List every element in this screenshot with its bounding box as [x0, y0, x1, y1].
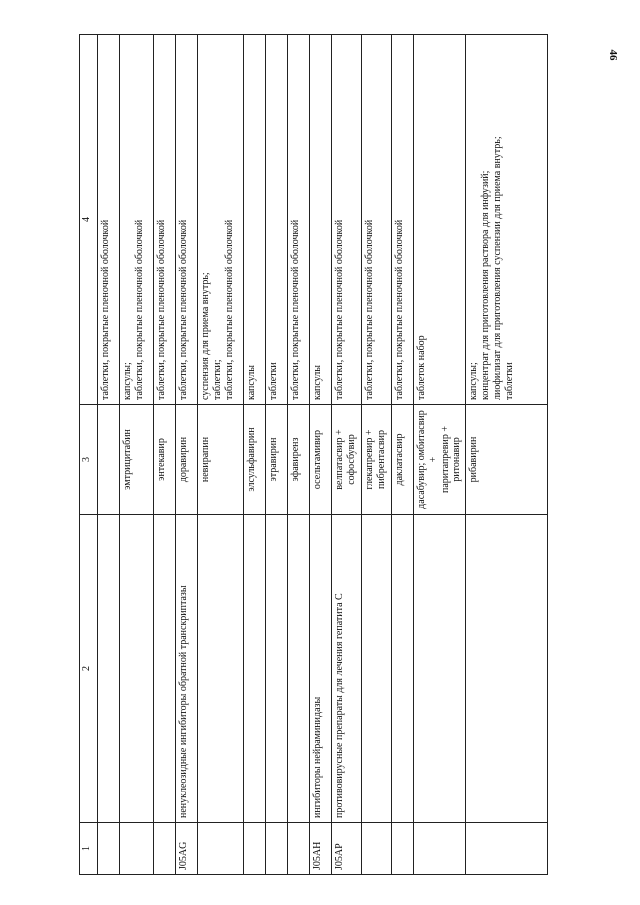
table-row [198, 35, 244, 875]
table-row [310, 35, 332, 875]
atc-code [266, 823, 288, 875]
atc-code [244, 823, 266, 875]
atc-code: J05AG [176, 823, 198, 875]
dosage-forms: таблетки, покрытые пленочной оболочкой [176, 35, 198, 405]
dosage-forms: таблеток набор [414, 35, 466, 405]
drug-name: доравирин [176, 405, 198, 515]
group-name [266, 515, 288, 823]
drug-name: даклатасвир [392, 405, 414, 515]
dosage-forms: таблетки, покрытые пленочной оболочкой [362, 35, 392, 405]
table-row [244, 35, 266, 875]
dosage-forms: капсулы [244, 35, 266, 405]
drug-name: велпатасвир + софосбувир [332, 405, 362, 515]
dosage-forms: таблетки, покрытые пленочной оболочкой [154, 35, 176, 405]
atc-code [362, 823, 392, 875]
table-row [288, 35, 310, 875]
table-row [120, 35, 154, 875]
dosage-forms: таблетки [266, 35, 288, 405]
dosage-forms: капсулы; таблетки, покрытые пленочной оболочкой [120, 35, 154, 405]
drug-name: невирапин [198, 405, 244, 515]
table-row [266, 35, 288, 875]
drug-name: эмтрицитабин [120, 405, 154, 515]
group-name [466, 515, 548, 823]
atc-code [414, 823, 466, 875]
drug-table [79, 34, 548, 875]
group-name [98, 515, 120, 823]
atc-code: J05AP [332, 823, 362, 875]
group-name [362, 515, 392, 823]
atc-code [198, 823, 244, 875]
group-name [288, 515, 310, 823]
dosage-forms: таблетки, покрытые пленочной оболочкой [98, 35, 120, 405]
atc-code [392, 823, 414, 875]
group-name [198, 515, 244, 823]
atc-code [288, 823, 310, 875]
table-row [392, 35, 414, 875]
column-header-4: 4 [80, 35, 98, 405]
group-name [120, 515, 154, 823]
drug-name: дасабувир; омбитасвир + паритапревир + ритонавир [414, 405, 466, 515]
column-header-1: 1 [80, 823, 98, 875]
group-name [392, 515, 414, 823]
atc-code [466, 823, 548, 875]
group-name: ингибиторы нейраминидазы [310, 515, 332, 823]
dosage-forms: таблетки, покрытые пленочной оболочкой [332, 35, 362, 405]
atc-code [98, 823, 120, 875]
page-number: 46 [607, 49, 619, 61]
table-row [154, 35, 176, 875]
atc-code [154, 823, 176, 875]
dosage-forms: капсулы [310, 35, 332, 405]
table-row [176, 35, 198, 875]
dosage-forms: таблетки, покрытые пленочной оболочкой [392, 35, 414, 405]
drug-name [98, 405, 120, 515]
column-header-2: 2 [80, 515, 98, 823]
dosage-forms: капсулы; концентрат для приготовления раствора для инфузий; лиофилизат для приготовления суспензии для приема внутрь; таблетки [466, 35, 548, 405]
drug-name: глекапревир + пибрентасвир [362, 405, 392, 515]
table-row [98, 35, 120, 875]
group-name: противовирусные препараты для лечения гепатита С [332, 515, 362, 823]
drug-name: рибавирин [466, 405, 548, 515]
drug-name: осельтамивир [310, 405, 332, 515]
drug-name: элсульфавирин [244, 405, 266, 515]
group-name [414, 515, 466, 823]
table-row [414, 35, 466, 875]
table-row [332, 35, 362, 875]
table-row [362, 35, 392, 875]
dosage-forms: таблетки, покрытые пленочной оболочкой [288, 35, 310, 405]
atc-code [120, 823, 154, 875]
drug-name: энтекавир [154, 405, 176, 515]
atc-code: J05AH [310, 823, 332, 875]
drug-name: этравирин [266, 405, 288, 515]
rotated-table-wrapper [79, 35, 569, 875]
group-name [154, 515, 176, 823]
table-header-row [80, 35, 98, 875]
group-name [244, 515, 266, 823]
drug-name: эфавиренз [288, 405, 310, 515]
table-row [466, 35, 548, 875]
column-header-3: 3 [80, 405, 98, 515]
group-name: ненуклеозидные ингибиторы обратной транскриптазы [176, 515, 198, 823]
dosage-forms: суспензия для приема внутрь; таблетки; таблетки, покрытые пленочной оболочкой [198, 35, 244, 405]
